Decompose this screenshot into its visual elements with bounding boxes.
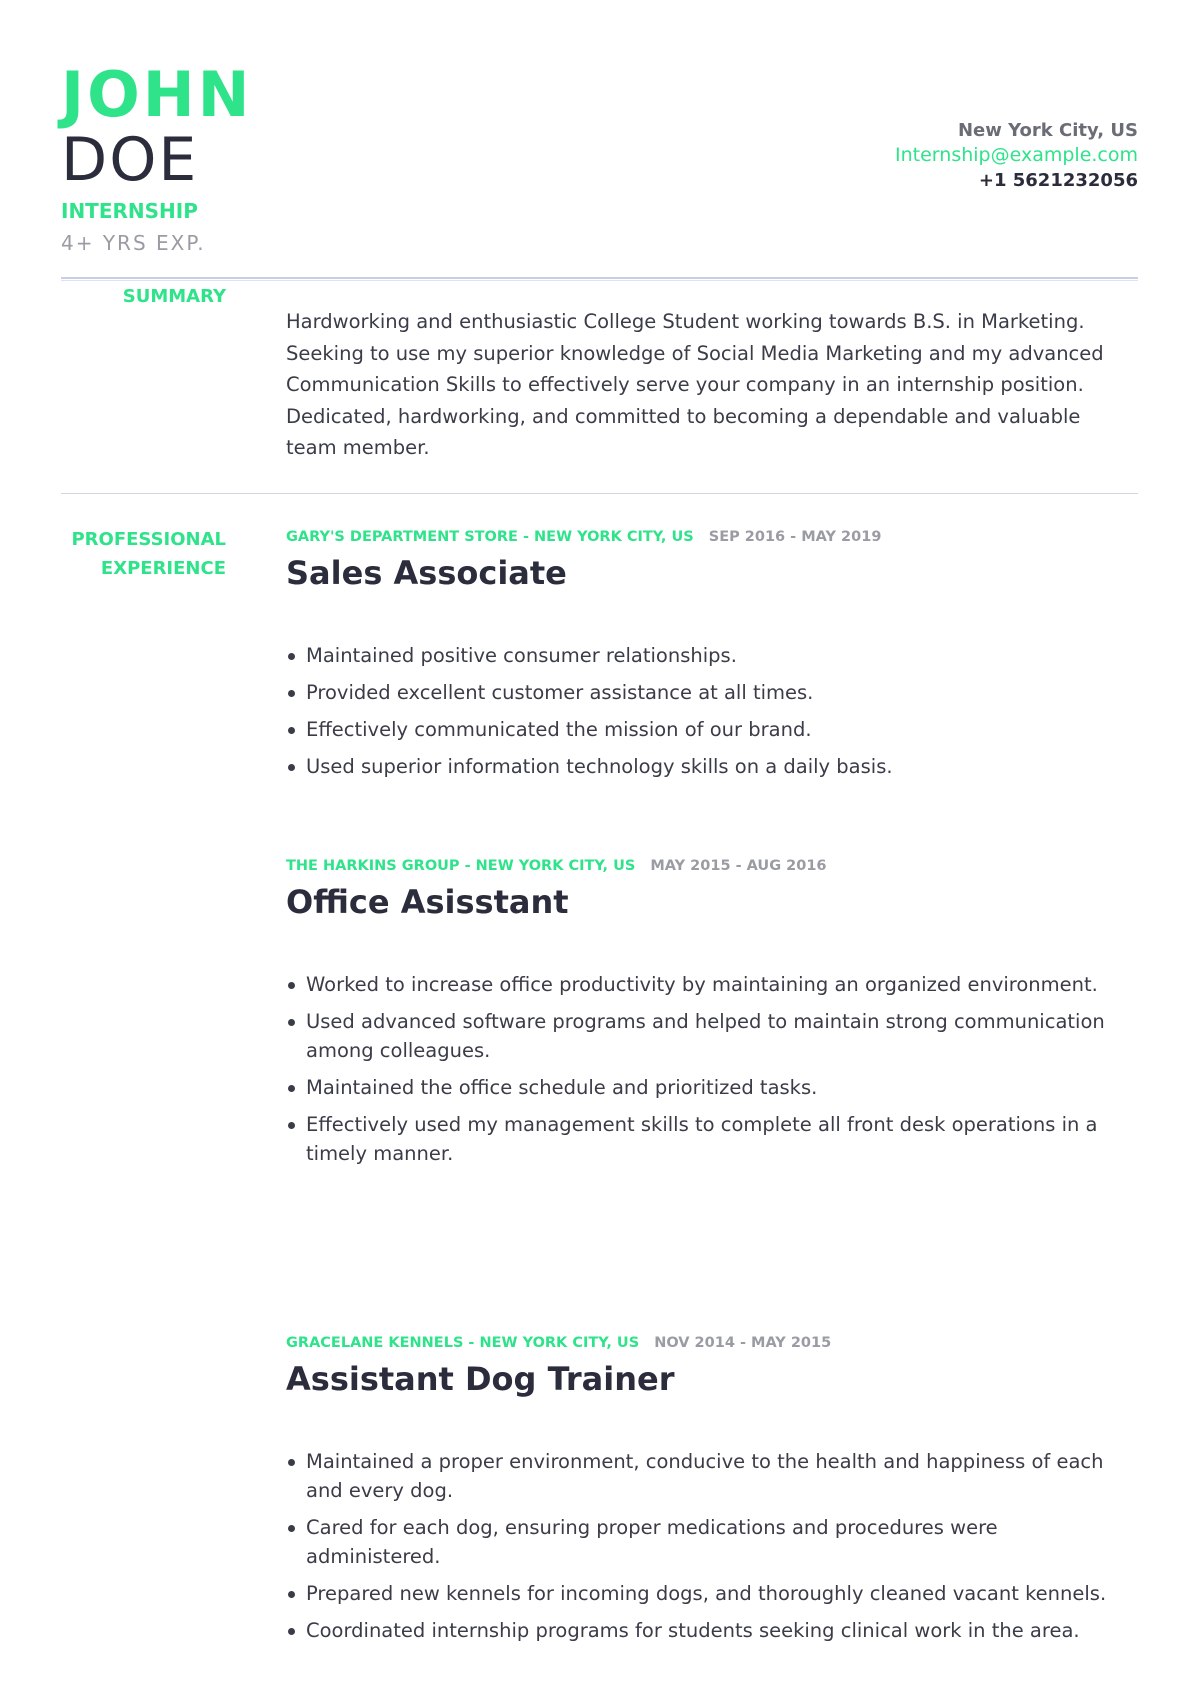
job-bullet-list [286,1447,1138,1645]
job-bullet: Cared for each dog, ensuring proper medications and procedures were administered. [286,1513,1138,1571]
contact-phone: +1 5621232056 [978,170,1138,191]
job-bullet: Maintained the office schedule and prioritized tasks. [286,1073,1138,1102]
job-dates: MAY 2015 - AUG 2016 [650,858,827,874]
job-meta [286,1333,1138,1353]
job-title: Assistant Dog Trainer [286,1360,675,1398]
role-title: INTERNSHIP [61,199,198,223]
job-entry [286,527,1138,789]
experience-heading [61,525,226,583]
resume-header [61,60,1138,270]
job-bullet-list [286,641,1138,781]
job-bullet: Provided excellent customer assistance at all times. [286,678,1138,707]
years-experience: 4+ YRS EXP. [61,231,206,255]
job-dates: SEP 2016 - MAY 2019 [708,529,882,545]
job-bullet-list [286,970,1138,1168]
job-title: Office Asisstant [286,883,569,921]
job-meta [286,527,1138,547]
job-bullet: Worked to increase office productivity by maintaining an organized environment. [286,970,1138,999]
job-bullet: Maintained positive consumer relationships. [286,641,1138,670]
summary-text: Hardworking and enthusiastic College Student working towards B.S. in Marketing. Seeking to use my superior knowledge of Social Media Marketing and my advanced Communication Skills to effectively serve your company in an internship position. Dedicated, hardworking, and committed to becoming a dependable and valuable team member. [286,310,1104,459]
header-divider [61,277,1138,281]
job-company: GRACELANE KENNELS - NEW YORK CITY, US [286,1335,640,1351]
job-bullet: Used superior information technology skills on a daily basis. [286,752,1138,781]
job-title: Sales Associate [286,554,567,592]
job-bullet: Effectively communicated the mission of our brand. [286,715,1138,744]
last-name: DOE [61,125,199,195]
summary-heading [61,282,226,311]
experience-heading-line1: PROFESSIONAL [71,529,226,550]
summary-heading-label: SUMMARY [122,286,226,307]
job-dates: NOV 2014 - MAY 2015 [654,1335,832,1351]
job-bullet: Used advanced software programs and helped to maintain strong communication among colleagues. [286,1007,1138,1065]
job-entry [286,1333,1138,1653]
contact-email-link[interactable]: Internship@example.com [895,144,1138,166]
contact-block [895,118,1138,193]
first-name: JOHN [61,58,253,131]
job-bullet: Maintained a proper environment, conducive to the health and happiness of each and every dog. [286,1447,1138,1505]
summary-divider [61,493,1138,494]
job-bullet: Coordinated internship programs for students seeking clinical work in the area. [286,1616,1138,1645]
job-meta [286,856,1138,876]
job-company: GARY'S DEPARTMENT STORE - NEW YORK CITY, US [286,529,694,545]
job-bullet: Prepared new kennels for incoming dogs, and thoroughly cleaned vacant kennels. [286,1579,1138,1608]
job-bullet: Effectively used my management skills to complete all front desk operations in a timely manner. [286,1110,1138,1168]
contact-city: New York City, US [957,120,1138,141]
job-company: THE HARKINS GROUP - NEW YORK CITY, US [286,858,636,874]
experience-heading-line2: EXPERIENCE [100,558,226,579]
job-entry [286,856,1138,1176]
